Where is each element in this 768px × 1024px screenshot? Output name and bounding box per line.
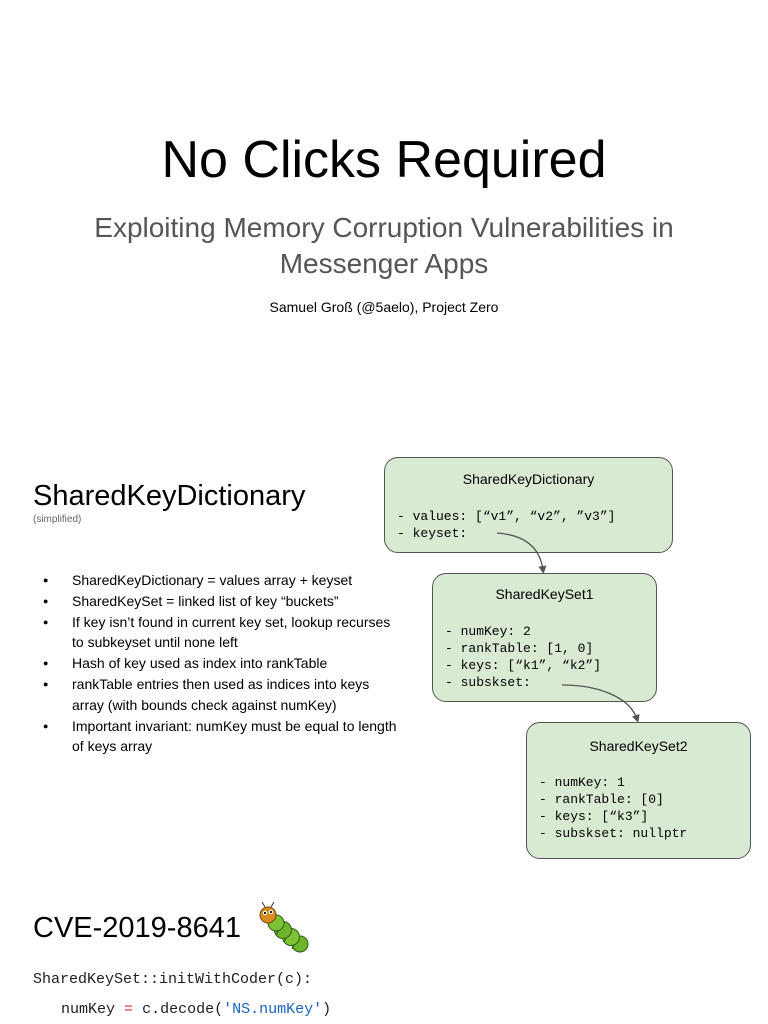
code-variable: numKey (61, 1001, 116, 1018)
shared-key-dictionary-heading: SharedKeyDictionary (33, 480, 306, 512)
bullet-item: ● If key isn’t found in current key set, lookup recurses to subkeyset until none left (38, 612, 398, 654)
code-call: c.decode( (142, 1001, 224, 1018)
slide-title: No Clicks Required (161, 131, 607, 189)
slide-subtitle: Exploiting Memory Corruption Vulnerabilities in Messenger Apps (94, 212, 674, 279)
box-fields: - values: [“v1”, “v2”, ”v3”] - keyset: (397, 509, 616, 541)
code-operator: = (124, 1001, 134, 1018)
bullet-item: ● SharedKeySet = linked list of key “buckets” (38, 591, 398, 612)
box-fields: - numKey: 2 - rankTable: [1, 0] - keys: [“k1”, “k2”] - subskset: (445, 624, 602, 690)
code-line-1: SharedKeySet::initWithCoder(c): (33, 971, 313, 988)
bullet-item: ● Important invariant: numKey must be equal to length of keys array (38, 716, 398, 758)
cve-heading: CVE-2019-8641 (33, 912, 241, 944)
box-title: SharedKeySet2 (589, 738, 688, 754)
caterpillar-icon (256, 902, 316, 958)
code-string: 'NS.numKey' (223, 1001, 323, 1018)
bullet-item: ● SharedKeyDictionary = values array + keyset (38, 570, 398, 591)
box-title: SharedKeySet1 (495, 586, 594, 602)
author-line: Samuel Groß (@5aelo), Project Zero (269, 299, 499, 315)
box-fields: - numKey: 1 - rankTable: [0] - keys: [“k3”] - subskset: nullptr (539, 775, 688, 841)
keyset-arrow (497, 533, 543, 570)
simplified-note: (simplified) (33, 514, 82, 525)
bullet-item: ● rankTable entries then used as indices into keys array (with bounds check against numKey) (38, 674, 398, 716)
subskset-arrow (562, 685, 637, 719)
code-line-2 (61, 1000, 331, 1020)
box-title: SharedKeyDictionary (462, 471, 595, 487)
code-call-end: ) (322, 1001, 332, 1018)
bullet-item: ● Hash of key used as index into rankTable (38, 653, 398, 674)
